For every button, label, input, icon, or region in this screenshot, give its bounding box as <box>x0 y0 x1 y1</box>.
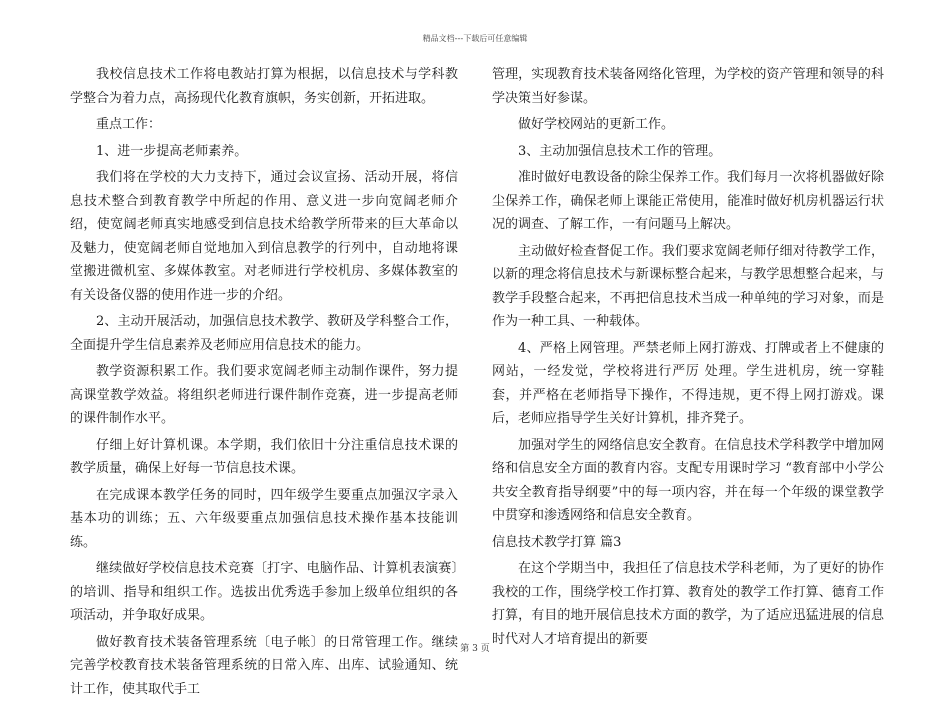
paragraph: 我们将在学校的大力支持下，通过会议宣扬、活动开展，将信息技术整合到教育教学中所起的作用、意义进一步向宽阔老师介绍，使宽阔老师真实地感受到信息技术给教学所带来的巨大革命以及魅力，使宽阔老师自觉地加入到信息教学的行列中，自动地将课堂搬进微机室、多媒体教室。对老师进行学校机房、多媒体教室的有关设备仪器的使用作进一步的介绍。 <box>70 170 458 303</box>
left-column <box>70 63 458 704</box>
paragraph: 我校信息技术工作将电教站打算为根据，以信息技术与学科教学整合为着力点，高扬现代化教育旗帜，务实创新，开拓进取。 <box>70 67 458 106</box>
paragraph: 做好教育技术装备管理系统〔电子帐〕的日常管理工作。继续完善学校教育技术装备管理系统的日常入库、出库、试验通知、统计工作，使其取代手工 <box>70 634 458 697</box>
page-number: 第 3 页 <box>460 644 490 654</box>
paragraph: 教学资源积累工作。我们要求宽阔老师主动制作课件，努力提高课堂教学效益。将组织老师进行课件制作竞赛，进一步提高老师的课件制作水平。 <box>70 364 458 426</box>
right-column <box>492 63 884 654</box>
numbered-heading: 4、严格上网管理。严禁老师上网打游戏、打牌或者上不健康的网站，一经发觉，学校将进行严厉 处理。学生进机房，统一穿鞋套，并严格在老师指导下操作，不得违规，更不得上网打游戏。课后，老师应指导学生关好计算机，排齐凳子。 <box>492 340 884 426</box>
numbered-heading: 2、主动开展活动，加强信息技术教学、教研及学科整合工作，全面提升学生信息素养及老师应用信息技术的能力。 <box>70 314 458 353</box>
paragraph: 加强对学生的网络信息安全教育。在信息技术学科教学中增加网络和信息安全方面的教育内容。支配专用课时学习 “教育部中小学公共安全教育指导纲要”中的每一项内容，并在每一个年级的课堂教学中贯穿和渗透网络和信息安全教育。 <box>492 437 884 523</box>
paragraph: 准时做好电教设备的除尘保养工作。我们每月一次将机器做好除尘保养工作，确保老师上课能正常使用，能准时做好机房机器运行状况的调查、了解工作，一有问题马上解决。 <box>492 170 884 232</box>
paragraph: 仔细上好计算机课。本学期，我们依旧十分注重信息技术课的教学质量，确保上好每一节信息技术课。 <box>70 437 458 476</box>
section-label: 重点工作： <box>96 117 162 132</box>
paragraph-continued: 管理，实现教育技术装备网络化管理，为学校的资产管理和领导的科学决策当好参谋。 <box>492 67 884 106</box>
paragraph: 主动做好检查督促工作。我们要求宽阔老师仔细对待教学工作，以新的理念将信息技术与新课标整合起来，与教学思想整合起来，与教学手段整合起来，不再把信息技术当成一种单纯的学习对象，而是作为一种工具、一种载体。 <box>492 243 884 329</box>
paragraph: 在这个学期当中，我担任了信息技术学科老师，为了更好的协作我校的工作，围绕学校工作打算、教育处的教学工作打算、德育工作打算，有目的地开展信息技术方面的教学，为了适应迅猛进展的信息时代对人才培育提出的新要 <box>492 561 884 647</box>
page-header: 精品文档---下载后可任意编辑 <box>422 34 528 43</box>
numbered-heading: 1、进一步提高老师素养。 <box>96 143 248 159</box>
section-title: 信息技术教学打算 篇3 <box>492 534 622 550</box>
paragraph: 做好学校网站的更新工作。 <box>518 117 675 132</box>
paragraph: 在完成课本教学任务的同时，四年级学生要重点加强汉字录入基本功的训练；五、六年级要重点加强信息技术操作基本技能训练。 <box>70 487 458 550</box>
paragraph: 继续做好学校信息技术竞赛〔打字、电脑作品、计算机表演赛〕的培训、指导和组织工作。选拔出优秀选手参加上级单位组织的各项活动，并争取好成果。 <box>70 561 458 623</box>
numbered-heading: 3、主动加强信息技术工作的管理。 <box>518 143 722 159</box>
